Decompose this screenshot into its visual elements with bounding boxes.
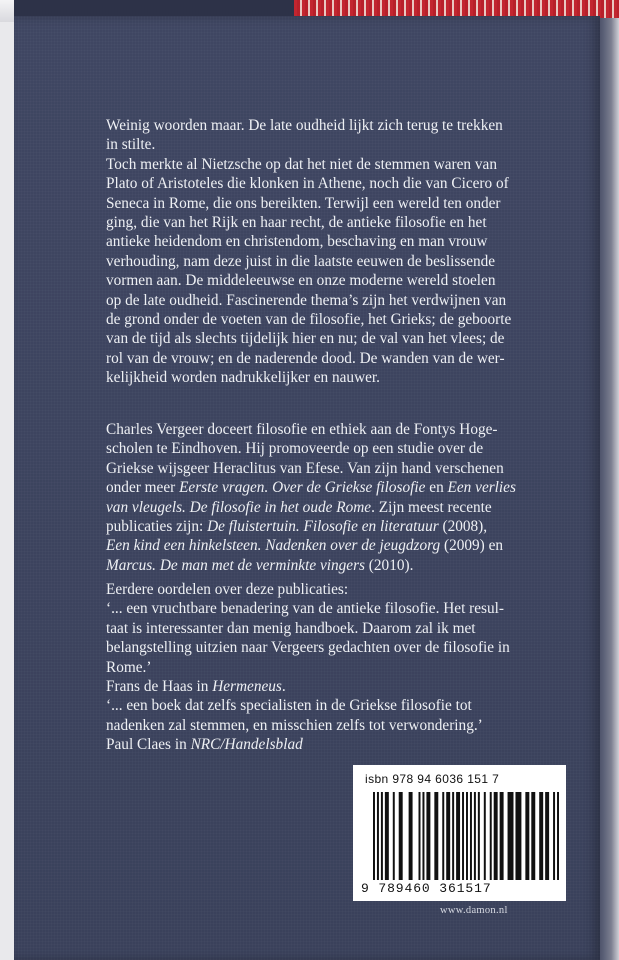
bio-line	[106, 517, 576, 536]
barcode-bar	[434, 792, 438, 880]
barcode-bar	[500, 792, 504, 880]
barcode-bar	[422, 792, 424, 880]
bio-line: scholen te Eindhoven. Hij promoveerde op een studie over de	[106, 440, 484, 458]
reviews	[106, 580, 576, 755]
bio-line: Griekse wijsgeer Heraclitus van Efese. Van zijn hand verschenen	[106, 459, 504, 477]
blurb-line: van de tijd als slechts tijdelijk hier en nu; de val van het vlees; de	[106, 330, 505, 348]
barcode-icon	[373, 792, 563, 880]
bio-text: (2009) en	[440, 537, 504, 555]
blurb-text	[106, 116, 576, 388]
quote-line: taat is interessanter dan menig handboek. Daarom zal ik met	[106, 619, 476, 637]
blurb-line: de grond onder de voeten van de filosofie, het Grieks; de geboorte	[106, 311, 512, 329]
bio-text: publicaties zijn:	[106, 518, 208, 536]
blurb-line: kelijkheid worden nadrukkelijker en nauwer.	[106, 369, 380, 387]
reviews-intro: Eerdere oordelen over deze publicaties:	[106, 581, 349, 598]
barcode-bar	[399, 792, 403, 880]
barcode-bar	[553, 792, 555, 880]
barcode-box	[353, 765, 566, 901]
bio-text: en	[425, 479, 448, 497]
book-title: De fluistertuin. Filosofie en literatuur	[207, 518, 439, 536]
barcode-bar	[373, 792, 375, 880]
blurb-line: in stilte.	[106, 136, 156, 154]
quote-line: nadenken zal stemmen, en misschien zelfs tot verwondering.’	[106, 716, 483, 734]
bio-line	[106, 556, 576, 575]
barcode-bar	[515, 792, 521, 880]
barcode-bar	[456, 792, 460, 880]
isbn-label: isbn 978 94 6036 151 7	[365, 772, 500, 786]
bio-line	[106, 536, 576, 555]
barcode-bar	[545, 792, 549, 880]
quote-source	[106, 735, 576, 754]
barcode-bar	[377, 792, 379, 880]
quote-line: belangstelling uitzien naar Vergeers gedachten over de filosofie in	[106, 639, 510, 657]
quote-line: Rome.’	[106, 658, 152, 676]
barcode-bar	[426, 792, 430, 880]
publication-title: NRC/Handelsblad	[190, 736, 303, 754]
blurb-line: antieke heidendom en christendom, beschaving en man vrouw	[106, 233, 488, 251]
barcode-bar	[490, 792, 492, 880]
quote-line: ‘... een boek dat zelfs specialisten in de Griekse filosofie tot	[106, 697, 472, 715]
publication-title: Hermeneus	[212, 678, 282, 696]
bio-line	[106, 478, 576, 497]
book-title: Een kind een hinkelsteen. Nadenken over de jeugdzorg	[106, 537, 441, 555]
bio-line	[106, 498, 576, 517]
barcode-bar	[409, 792, 413, 880]
blurb-line: Toch merkte al Nietzsche op dat het niet de stemmen waren van	[106, 155, 497, 173]
quote-source	[106, 677, 576, 696]
barcode-bar	[466, 792, 468, 880]
blurb-line: verhouding, nam deze juist in die laatste eeuwen de beslissende	[106, 252, 496, 270]
bio-text: . Zijn meest recente	[371, 498, 492, 516]
barcode-bar	[452, 792, 454, 880]
blurb-line: op de late oudheid. Fascinerende thema’s zijn het verdwijnen van	[106, 291, 507, 309]
barcode-bar	[478, 792, 480, 880]
barcode-bar	[494, 792, 498, 880]
reviewer: Paul Claes in	[106, 736, 191, 754]
book-title: Marcus. De man met de verminkte vingers	[106, 556, 365, 574]
blurb-line: Weinig woorden maar. De late oudheid lijkt zich terug te trekken	[106, 117, 503, 134]
barcode-bar	[446, 792, 450, 880]
book-title: Eerste vragen. Over de Griekse filosofie	[179, 479, 426, 497]
publisher-url: www.damon.nl	[440, 905, 508, 916]
barcode-bar	[393, 792, 395, 880]
blurb-line: ging, die van het Rijk en haar recht, de antieke filosofie en het	[106, 214, 487, 232]
blurb-line: rol van de vrouw; en de naderende dood. De wanden van de wer-	[106, 349, 505, 367]
barcode-bar	[474, 792, 476, 880]
barcode-bar	[525, 792, 529, 880]
bio-text: onder meer	[106, 479, 180, 497]
blurb-line: Plato of Aristoteles die klonken in Athene, noch die van Cicero of	[106, 175, 509, 193]
author-bio	[106, 420, 576, 575]
bio-text: (2008),	[438, 518, 488, 536]
barcode-bar	[442, 792, 444, 880]
barcode-bar	[381, 792, 383, 880]
quote-line: ‘... een vruchtbare benadering van de antieke filosofie. Het resul-	[106, 600, 504, 618]
reviewer: Frans de Haas in	[106, 678, 213, 696]
blurb-line: Seneca in Rome, die ons bereikten. Terwijl een wereld ten onder	[106, 194, 501, 212]
barcode-bar	[419, 792, 421, 880]
blurb-line: vormen aan. De middeleeuwse en onze moderne wereld stoelen	[106, 272, 496, 290]
barcode-bar	[385, 792, 389, 880]
punctuation: .	[281, 678, 286, 696]
barcode-digits: 9 789460 361517	[361, 881, 492, 896]
barcode-bar	[557, 792, 559, 880]
barcode-bar	[470, 792, 472, 880]
barcode-bar	[484, 792, 486, 880]
barcode-bar	[539, 792, 543, 880]
bio-text: (2010).	[364, 556, 414, 574]
barcode-bar	[508, 792, 514, 880]
book-title: van vleugels. De filosofie in het oude Rome	[106, 498, 372, 516]
book-title: Een verlies	[447, 479, 516, 497]
barcode-bar	[531, 792, 535, 880]
barcode-bar	[462, 792, 464, 880]
bio-line: Charles Vergeer doceert filosofie en ethiek aan de Fontys Hoge-	[106, 421, 498, 438]
